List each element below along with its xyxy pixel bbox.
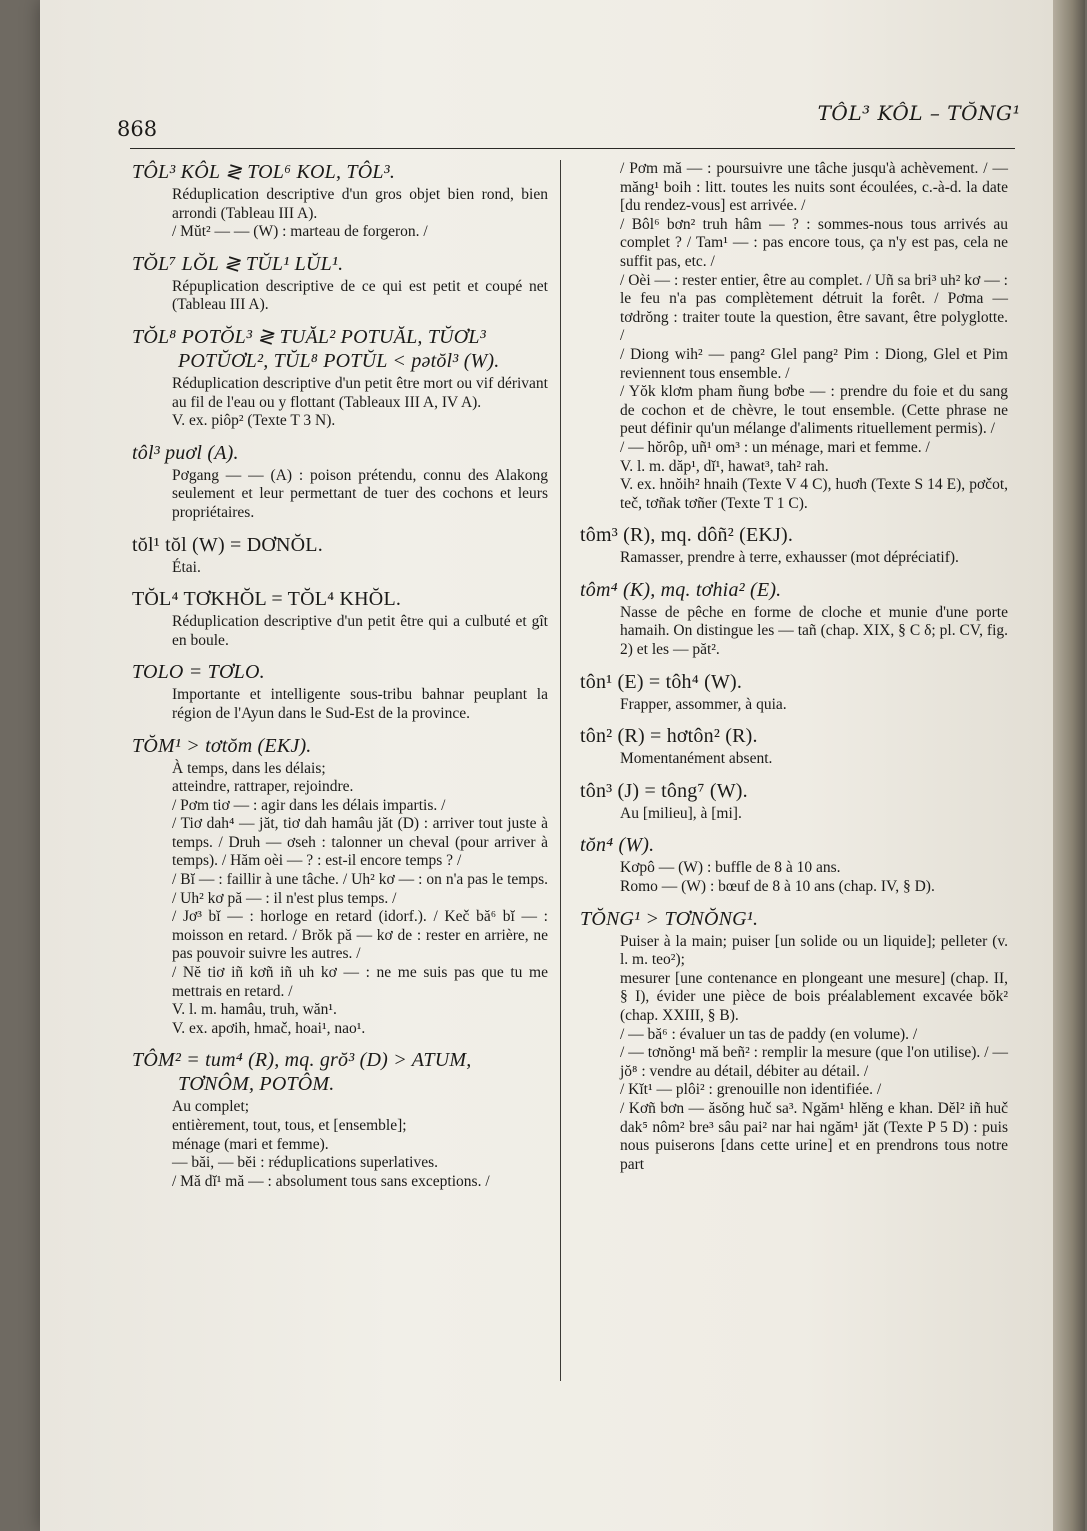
entry-definition	[172, 613, 548, 650]
dictionary-entry	[580, 907, 1008, 1175]
definition-line: V. ex. piôp² (Texte T 3 N).	[172, 412, 336, 430]
definition-line: / Yŏk klơm pham ñung bơbe — : prendre du foie et du sang de cochon et de chèvre, le tout ensemble. (Cette phrase ne peut définir qu'un mélange d'aliments rituellement permis). /	[620, 383, 1008, 438]
definition-line: / Mă dĭ¹ mă — : absolument tous sans exceptions. /	[172, 1172, 490, 1190]
entry-headword: tôn² (R) = hơtôn² (R).	[580, 725, 758, 748]
dictionary-entry	[132, 325, 548, 431]
definition-line: entièrement, tout, tous, et [ensemble];	[172, 1117, 407, 1134]
definition-line: Romo — (W) : bœuf de 8 à 10 ans (chap. IV, § D).	[620, 878, 935, 896]
definition-line: V. l. m. dăp¹, dĭ¹, hawat³, tah² rah.	[620, 457, 829, 475]
entry-headword: TŎNG¹ > TƠNŎNG¹.	[580, 907, 759, 930]
dictionary-entry	[580, 523, 1008, 568]
definition-line: / Jơ³ bĭ — : horloge en retard (idorf.). / Keč bă⁶ bĭ — : moisson en retard. / Brŏk pă — kơ de : rester en arrière, ne pas pouvoir suivre les autres. /	[172, 908, 548, 963]
dictionary-entry	[132, 587, 548, 650]
definition-line: Réduplication descriptive d'un petit être mort ou vif dérivant au fil de l'eau ou y flottant (Tableaux III A, IV A).	[172, 374, 548, 411]
dictionary-entry	[132, 160, 548, 242]
definition-line: / — hŏrôp, uñ¹ om³ : un ménage, mari et femme. /	[620, 438, 930, 456]
entry-definition	[620, 933, 1008, 1175]
entry-headword: tŏl¹ tŏl (W) = DƠNŎL.	[132, 533, 323, 556]
definition-line: — băi, — bĕi : réduplications superlatives.	[172, 1154, 439, 1172]
entry-headword: TŎL⁴ TƠKHŎL = TŎL⁴ KHŎL.	[132, 588, 402, 611]
definition-line: Nasse de pêche en forme de cloche et munie d'une porte hamaih. On distingue les — tañ (chap. XIX, § C δ; pl. CV, fig. 2) et les — păt².	[620, 603, 1008, 659]
definition-line: Importante et intelligente sous-tribu bahnar peuplant la région de l'Ayun dans le Sud-Est de la province.	[172, 686, 548, 722]
running-head: TÔL³ KÔL – TŎNG¹	[817, 101, 1021, 125]
definition-line: / Nĕ tiơ iñ kơñ iñ uh kơ — : ne me suis pas que tu me mettrais en retard. /	[172, 964, 548, 1000]
entry-definition	[172, 375, 548, 431]
entry-definition	[620, 750, 1008, 769]
entry-definition	[172, 278, 548, 315]
definition-line: / Tiơ dah⁴ — jăt, tiơ dah hamâu jăt (D) : arriver tout juste à temps. / Druh — ơseh : talonner un cheval (pour arriver à temps). / Hăm oèi — ? : est-il encore temps ? /	[172, 815, 548, 870]
dictionary-entry	[580, 160, 1008, 513]
definition-line: Au [milieu], à [mi].	[620, 804, 742, 822]
definition-line: / Diong wih² — pang² Glel pang² Pim : Diong, Glel et Pim reviennent tous ensemble. /	[620, 345, 1008, 382]
dictionary-entry	[132, 252, 548, 315]
dictionary-entry	[132, 441, 548, 523]
definition-line: Puiser à la main; puiser [un solide ou un liquide]; pelleter (v. l. m. teo²);	[620, 932, 1008, 969]
right-column	[580, 160, 1008, 1184]
definition-line: V. ex. apơih, hmač, hoai¹, nao¹.	[172, 1019, 366, 1037]
entry-definition	[620, 859, 1008, 896]
definition-line: Kơpô — (W) : buffle de 8 à 10 ans.	[620, 859, 841, 877]
definition-line: Réduplication descriptive d'un petit être qui a culbuté et gît en boule.	[172, 613, 548, 649]
entry-definition	[172, 760, 548, 1039]
definition-line: Ramasser, prendre à terre, exhausser (mot dépréciatif).	[620, 549, 959, 567]
entry-headword: tôl³ puơl (A).	[132, 441, 239, 464]
definition-line: / Bĭ — : faillir à une tâche. / Uh² kơ — : on n'a pas le temps. / Uh² kơ pă — : il n'est plus temps. /	[172, 871, 548, 907]
entry-definition	[172, 686, 548, 723]
column-divider	[560, 160, 561, 1381]
header-rule	[130, 148, 1015, 149]
entry-headword: TÔL³ KÔL ≷ TOL⁶ KOL, TÔL³.	[132, 161, 396, 183]
left-column	[132, 160, 548, 1201]
entry-definition	[172, 559, 548, 578]
entry-headword: tôm⁴ (K), mq. tơhia² (E).	[580, 578, 782, 601]
definition-line: Frapper, assommer, à quia.	[620, 695, 787, 713]
definition-line: / Oèi — : rester entier, être au complet. / Uñ sa bri³ uh² kơ — : le feu n'a pas complètement détruit la forêt. / Pơma — tơdrŏng : traiter toute la question, être savant, être polyglotte. /	[620, 271, 1008, 345]
entry-definition	[620, 160, 1008, 513]
entry-headword: TOLO = TƠLO.	[132, 661, 265, 684]
dictionary-entry	[132, 734, 548, 1039]
entry-definition	[172, 1098, 548, 1191]
book-spine-shadow	[1053, 0, 1085, 1531]
definition-line: mesurer [une contenance en plongeant une mesure] (chap. II, § I), évider une pièce de bois préalablement excavée bŏk² (chap. XXIII, § B).	[620, 969, 1008, 1024]
entry-definition	[620, 805, 1008, 824]
dictionary-entry	[132, 533, 548, 578]
dictionary-entry	[580, 670, 1008, 715]
definition-line: Répuplication descriptive de ce qui est petit et coupé net (Tableau III A).	[172, 277, 548, 314]
dictionary-entry	[132, 660, 548, 723]
entry-headword: tŏn⁴ (W).	[580, 834, 655, 857]
definition-line: / — tơnŏng¹ mă beñ² : remplir la mesure (que l'on utilise). / — jŏ⁸ : vendre au détail, débiter au détail. /	[620, 1044, 1008, 1080]
definition-line: À temps, dans les délais;	[172, 759, 326, 777]
entry-definition	[620, 549, 1008, 568]
definition-line: / — bă⁶ : évaluer un tas de paddy (en volume). /	[620, 1025, 918, 1043]
dictionary-page	[40, 0, 1055, 1531]
definition-line: / Pơm tiơ — : agir dans les délais impartis. /	[172, 796, 446, 814]
entry-headword: tôn³ (J) = tông⁷ (W).	[580, 779, 748, 802]
entry-headword: TŎM¹ > tơtŏm (EKJ).	[132, 734, 312, 757]
definition-line: / Mŭt² — — (W) : marteau de forgeron. /	[172, 223, 428, 241]
definition-line: Étai.	[172, 558, 201, 576]
definition-line: / Kơñ bơn — ăsŏng huč sa³. Ngăm¹ hlĕng e khan. Dĕl² iñ huč dak⁵ nôm² bre³ sâu pai² nar hai ngăm¹ jăt (Texte P 5 D) : puis nous puiserons [dans cette urine] et en prendrons tous notre part	[620, 1099, 1008, 1173]
entry-definition	[620, 604, 1008, 660]
dictionary-entry	[132, 1048, 548, 1191]
entry-headword: tôm³ (R), mq. dôñ² (EKJ).	[580, 524, 794, 547]
definition-line: V. ex. hnŏih² hnaih (Texte V 4 C), huơh (Texte S 14 E), pơčot, teč, tơñak tơñer (Texte T 1 C).	[620, 476, 1008, 512]
definition-line: Réduplication descriptive d'un gros objet bien rond, bien arrondi (Tableau III A).	[172, 186, 548, 222]
entry-headword: TŎL⁷ LŎL ≷ TŬL¹ LŬL¹.	[132, 252, 344, 275]
entry-headword: TÔM² = tum⁴ (R), mq. grŏ³ (D) > ATUM, TƠNÔM, POTÔM.	[132, 1049, 472, 1096]
definition-line: Momentanément absent.	[620, 750, 773, 768]
dictionary-entry	[580, 724, 1008, 769]
definition-line: Pơgang — — (A) : poison prétendu, connu des Alakong seulement et leur permettant de tuer des cochons et leurs propriétaires.	[172, 466, 548, 521]
dictionary-entry	[580, 833, 1008, 896]
dictionary-entry	[580, 578, 1008, 660]
entry-headword: tôn¹ (E) = tôh⁴ (W).	[580, 670, 743, 693]
entry-headword: TŎL⁸ POTŎL³ ≷ TUĂL² POTUĂL, TŬƠL³ POTŬƠL², TŬL⁸ POTŬL < pətŏl³ (W).	[132, 325, 500, 372]
definition-line: atteindre, rattraper, rejoindre.	[172, 778, 354, 796]
entry-definition	[620, 696, 1008, 715]
definition-line: Au complet;	[172, 1098, 250, 1116]
dictionary-entry	[580, 779, 1008, 824]
entry-definition	[172, 186, 548, 242]
definition-line: ménage (mari et femme).	[172, 1135, 329, 1153]
page-number: 868	[117, 117, 158, 141]
definition-line: / Kĭt¹ — plôi² : grenouille non identifiée. /	[620, 1081, 882, 1099]
definition-line: V. l. m. hamâu, truh, wăn¹.	[172, 1001, 337, 1019]
definition-line: / Bôl⁶ bơn² truh hâm — ? : sommes-nous tous arrivés au complet ? / Tam¹ — : pas encore tous, ça n'y est pas, cela ne suffit pas, etc. /	[620, 215, 1008, 270]
definition-line: / Pơm mă — : poursuivre une tâche jusqu'à achèvement. / — măng¹ boih : litt. toutes les nuits sont écoulées, c.-à-d. la date [du rendez-vous] est arrivée. /	[620, 160, 1008, 215]
entry-definition	[172, 467, 548, 523]
